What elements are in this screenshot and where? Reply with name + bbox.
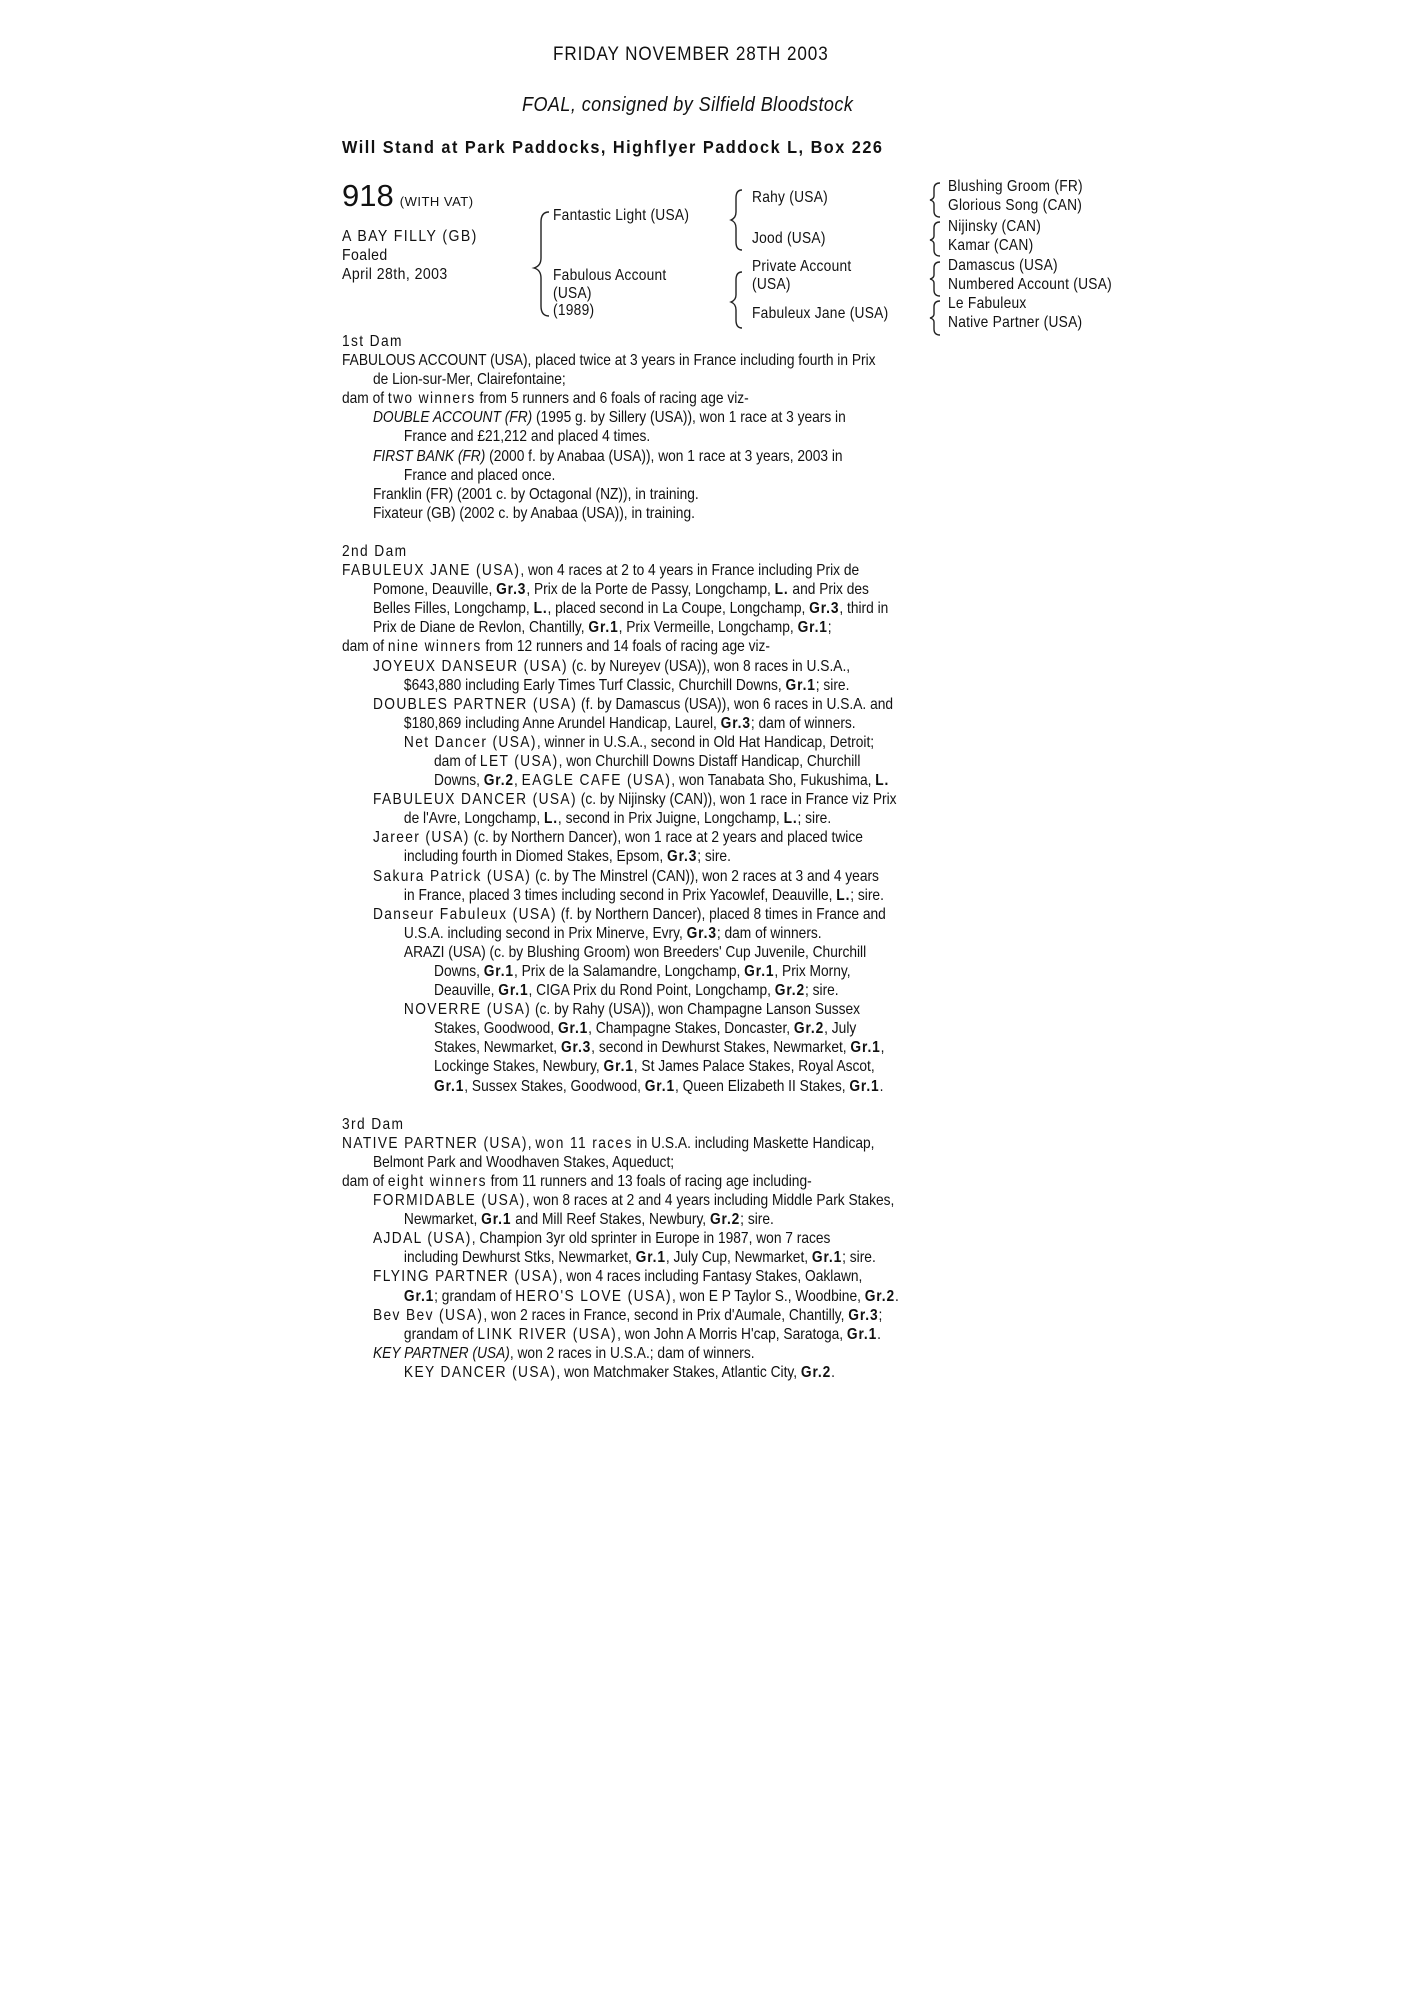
third-dam-line: Belmont Park and Woodhaven Stakes, Aqueduct; [372, 1153, 675, 1171]
pedigree-g5: Damascus (USA) [948, 257, 1058, 274]
second-dam-line: dam of LET (USA), won Churchill Downs Distaff Handicap, Churchill [434, 752, 861, 770]
second-dam-line: U.S.A. including second in Prix Minerve, Evry, Gr.3; dam of winners. [403, 924, 822, 942]
pedigree-g3: Nijinsky (CAN) [948, 218, 1042, 235]
second-dam-heading: 2nd Dam [342, 542, 408, 560]
third-dam-line: dam of eight winners from 11 runners and 13 foals of racing age including- [342, 1172, 812, 1190]
pedigree-g1: Blushing Groom (FR) [948, 178, 1083, 195]
second-dam-line: dam of nine winners from 12 runners and 14 foals of racing age viz- [342, 638, 771, 656]
stand-location-text: Will Stand at Park Paddocks, Highflyer Paddock L, Box 226 [342, 137, 884, 157]
pedigree-dam-3: (1989) [553, 302, 595, 319]
third-dam-line: FORMIDABLE (USA), won 8 races at 2 and 4 years including Middle Park Stakes, [372, 1192, 895, 1210]
pedigree-sire-dam: Jood (USA) [752, 230, 826, 247]
first-dam-line: de Lion-sur-Mer, Clairefontaine; [372, 371, 566, 389]
first-dam-line: dam of two winners from 5 runners and 6 foals of racing age viz- [342, 390, 749, 408]
pedigree-dam-sire-2: (USA) [752, 276, 791, 293]
second-dam-line: in France, placed 3 times including second in Prix Yacowlef, Deauville, L.; sire. [403, 886, 884, 904]
first-dam-line: Fixateur (GB) (2002 c. by Anabaa (USA)), in training. [372, 504, 695, 522]
brace-sire [731, 190, 742, 250]
brace-private-account [930, 262, 940, 296]
second-dam-line: ARAZI (USA) (c. by Blushing Groom) won Breeders' Cup Juvenile, Churchill [403, 943, 867, 961]
second-dam-line: JOYEUX DANSEUR (USA) (c. by Nureyev (USA)), won 8 races in U.S.A., [372, 657, 851, 675]
foaled-date: April 28th, 2003 [342, 266, 448, 283]
pedigree-sire: Fantastic Light (USA) [553, 207, 690, 224]
pedigree-g2: Glorious Song (CAN) [948, 197, 1083, 214]
second-dam-line: Stakes, Goodwood, Gr.1, Champagne Stakes, Doncaster, Gr.2, July [434, 1020, 857, 1038]
first-dam-line: FABULOUS ACCOUNT (USA), placed twice at 3 years in France including fourth in Prix [342, 352, 876, 370]
first-dam-line: FIRST BANK (FR) (2000 f. by Anabaa (USA)), won 1 race at 3 years, 2003 in [372, 447, 843, 465]
first-dam-line: France and £21,212 and placed 4 times. [403, 428, 651, 446]
second-dam-line: Lockinge Stakes, Newbury, Gr.1, St James Palace Stakes, Royal Ascot, [434, 1058, 875, 1076]
second-dam-line: de l'Avre, Longchamp, L., second in Prix Juigne, Longchamp, L.; sire. [403, 810, 832, 828]
second-dam-line: FABULEUX DANCER (USA) (c. by Nijinsky (CAN)), won 1 race in France viz Prix [372, 791, 897, 809]
first-dam-line: Franklin (FR) (2001 c. by Octagonal (NZ)), in training. [372, 485, 699, 503]
third-dam-line: Gr.1; grandam of HERO'S LOVE (USA), won E P Taylor S., Woodbine, Gr.2. [403, 1287, 899, 1305]
brace-rahy [930, 183, 940, 217]
second-dam-line: Downs, Gr.1, Prix de la Salamandre, Longchamp, Gr.1, Prix Morny, [434, 963, 851, 980]
third-dam-line: KEY DANCER (USA), won Matchmaker Stakes, Atlantic City, Gr.2. [403, 1363, 835, 1381]
second-dam-line: Deauville, Gr.1, CIGA Prix du Rond Point, Longchamp, Gr.2; sire. [434, 982, 839, 1000]
lot-number: 918 [342, 178, 394, 213]
third-dam-heading: 3rd Dam [342, 1115, 405, 1133]
brace-fabuleux-jane [930, 301, 940, 335]
pedigree-g6: Numbered Account (USA) [948, 276, 1112, 293]
third-dam-line: Newmarket, Gr.1 and Mill Reef Stakes, Newbury, Gr.2; sire. [403, 1211, 774, 1229]
second-dam-line: Downs, Gr.2, EAGLE CAFE (USA), won Tanabata Sho, Fukushima, L. [434, 772, 890, 790]
sale-date-text: FRIDAY NOVEMBER 28TH 2003 [553, 44, 829, 65]
pedigree-dam-1: Fabulous Account [553, 267, 667, 284]
brace-dam [731, 272, 742, 328]
second-dam-line: $643,880 including Early Times Turf Classic, Churchill Downs, Gr.1; sire. [403, 676, 850, 694]
second-dam-line: Prix de Diane de Revlon, Chantilly, Gr.1, Prix Vermeille, Longchamp, Gr.1; [372, 619, 832, 637]
second-dam-line: Sakura Patrick (USA) (c. by The Minstrel (CAN)), won 2 races at 3 and 4 years [372, 867, 879, 885]
second-dam-line: including fourth in Diomed Stakes, Epsom, Gr.3; sire. [403, 848, 731, 866]
pedigree-sire-sire: Rahy (USA) [752, 189, 828, 206]
family-notes-text [342, 332, 899, 1382]
third-dam-line: NATIVE PARTNER (USA), won 11 races in U.S.A. including Maskette Handicap, [342, 1134, 875, 1152]
first-dam-line: DOUBLE ACCOUNT (FR) (1995 g. by Sillery (USA)), won 1 race at 3 years in [372, 409, 846, 427]
second-dam-line: Gr.1, Sussex Stakes, Goodwood, Gr.1, Queen Elizabeth II Stakes, Gr.1. [434, 1077, 884, 1095]
pedigree-g8: Native Partner (USA) [948, 314, 1083, 331]
first-dam-heading: 1st Dam [342, 333, 403, 350]
second-dam-line: Jareer (USA) (c. by Northern Dancer), won 1 race at 2 years and placed twice [372, 829, 863, 847]
third-dam-line: Bev Bev (USA), won 2 races in France, second in Prix d'Aumale, Chantilly, Gr.3; [372, 1306, 883, 1324]
second-dam-line: NOVERRE (USA) (c. by Rahy (USA)), won Champagne Lanson Sussex [403, 1001, 861, 1019]
second-dam-line: Pomone, Deauville, Gr.3, Prix de la Porte de Passy, Longchamp, L. and Prix des [372, 581, 869, 599]
second-dam-line: Stakes, Newmarket, Gr.3, second in Dewhurst Stakes, Newmarket, Gr.1, [434, 1039, 885, 1057]
third-dam-line: KEY PARTNER (USA), won 2 races in U.S.A.; dam of winners. [372, 1344, 755, 1362]
family-notes [342, 332, 1082, 1382]
pedigree-g4: Kamar (CAN) [948, 237, 1034, 254]
second-dam-line: Net Dancer (USA), winner in U.S.A., second in Old Hat Handicap, Detroit; [403, 733, 875, 751]
second-dam-line: FABULEUX JANE (USA), won 4 races at 2 to 4 years in France including Prix de [342, 562, 860, 580]
third-dam-line: grandam of LINK RIVER (USA), won John A Morris H'cap, Saratoga, Gr.1. [403, 1325, 881, 1343]
consignment-text: FOAL, consigned by Silfield Bloodstock [522, 94, 854, 116]
pedigree-dam-dam: Fabuleux Jane (USA) [752, 305, 889, 322]
second-dam-line: Belles Filles, Longchamp, L., placed second in La Coupe, Longchamp, Gr.3, third in [372, 600, 889, 618]
pedigree-dam-sire-1: Private Account [752, 258, 852, 275]
second-dam-line: Danseur Fabuleux (USA) (f. by Northern Dancer), placed 8 times in France and [372, 905, 886, 923]
brace-jood [930, 222, 940, 256]
third-dam-line: including Dewhurst Stks, Newmarket, Gr.1, July Cup, Newmarket, Gr.1; sire. [403, 1249, 876, 1267]
pedigree-braces [0, 0, 1413, 340]
third-dam-line: AJDAL (USA), Champion 3yr old sprinter in Europe in 1987, won 7 races [372, 1230, 831, 1248]
pedigree-dam-2: (USA) [553, 285, 592, 302]
third-dam-line: FLYING PARTNER (USA), won 4 races including Fantasy Stakes, Oaklawn, [372, 1268, 863, 1286]
first-dam-line: France and placed once. [403, 466, 556, 484]
vat-note: (WITH VAT) [399, 194, 474, 209]
foaled-label: Foaled [342, 247, 388, 264]
brace-main [534, 212, 549, 316]
pedigree-g7: Le Fabuleux [948, 295, 1027, 312]
second-dam-line: $180,869 including Anne Arundel Handicap, Laurel, Gr.3; dam of winners. [403, 714, 856, 732]
horse-description: A BAY FILLY (GB) [342, 228, 478, 245]
second-dam-line: DOUBLES PARTNER (USA) (f. by Damascus (USA)), won 6 races in U.S.A. and [372, 695, 894, 713]
